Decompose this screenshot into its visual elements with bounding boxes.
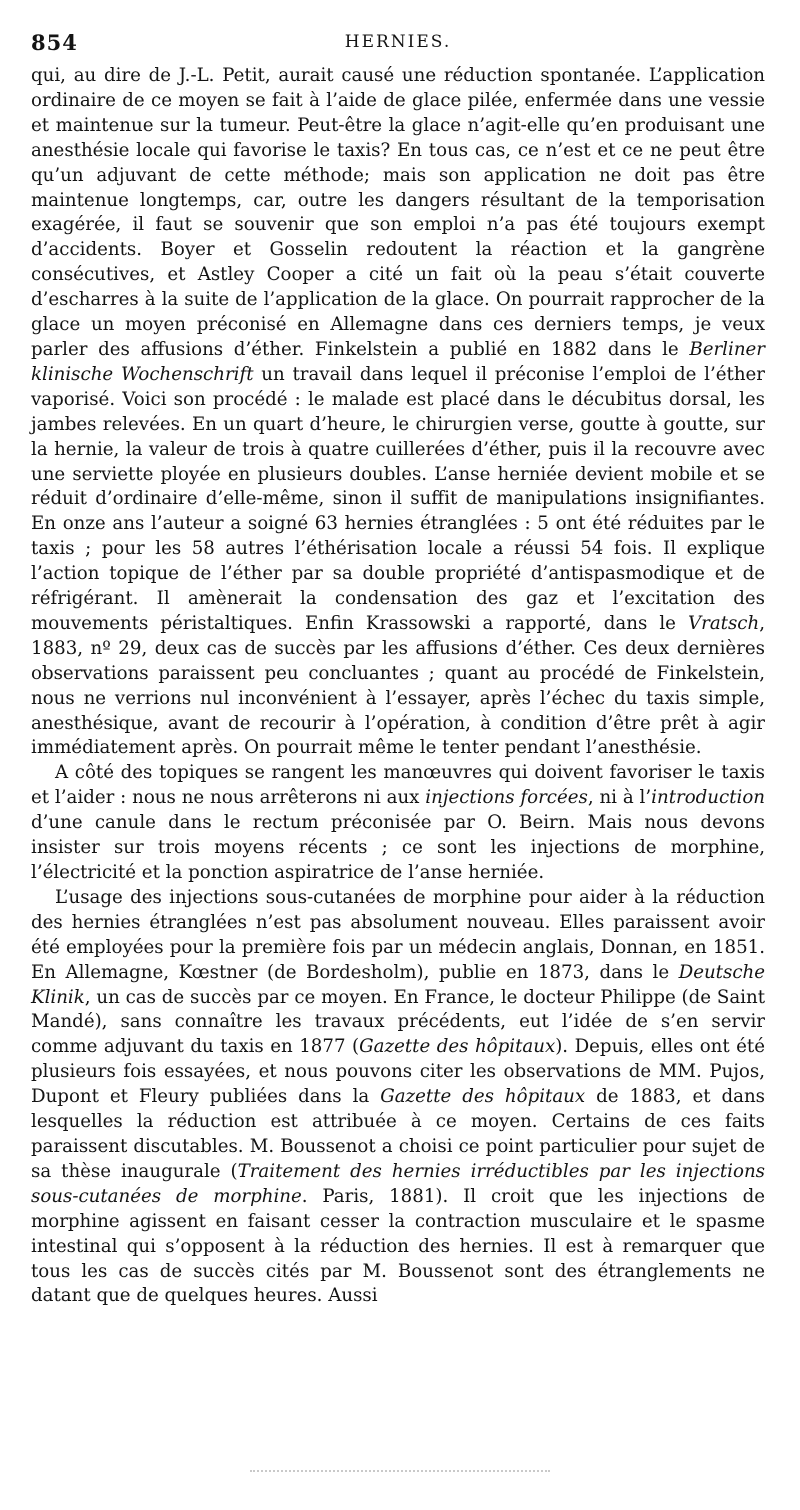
page-number: 854 (31, 30, 78, 55)
text-run: L’usage des injections sous-cutanées de morphine pour aider à la réduction des hernies étranglées n’est pas absolument nouveau. Elles paraissent avoir été employées pour la première fois par un médecin anglais, Donnan, en 1851. En Allemagne, Kœstner (de Bordesholm), publie en 1873, dans le (31, 886, 765, 983)
body-text (31, 64, 765, 1309)
paragraph (31, 64, 765, 761)
text-run: d’une canule dans le rectum préconisée par O. Beirn. Mais nous devons insister sur trois moyens récents ; ce sont les injections de morphine, l’électricité et la ponction aspiratrice de l’anse herniée. (31, 812, 765, 883)
text-run: , 1883, nº 29, deux cas de succès par les affusions d’éther. Ces deux dernières observations paraissent peu concluantes ; quant au procédé de Finkelstein, nous ne verrions nul inconvénient à l’essayer, après l’échec du taxis simple, anesthésique, avant de recourir à l’opération, à condition d’être prêt à agir immédiatement après. On pourrait même le tenter pendant l’anesthésie. (31, 612, 765, 759)
text-run: un travail dans lequel il préconise l’emploi de l’éther vaporisé. Voici son procédé : le malade est placé dans le décubitus dorsal, les jambes relevées. En un quart d’heure, le chirurgien verse, goutte à goutte, sur la hernie, la valeur de trois à quatre cuillerées d’éther, puis il la recouvre avec une serviette ployée en plusieurs doubles. L’anse herniée devient mobile et se réduit d’ordinaire d’elle-même, sinon il suffit de manipulations insignifiantes. En onze ans l’auteur a soigné 63 hernies étranglées : 5 ont été réduites par le taxis ; pour les 58 autres l’éthérisation locale a réussi 54 fois. Il explique l’action topique de l’éther par sa double propriété d’antispasmodique et de réfrigérant. Il amènerait la condensation des gaz et l’excitation des mouvements péristaltiques. Enfin Krassowski a rapporté, dans le (31, 363, 765, 634)
text-run: . Paris, 1881). Il croit que les injections de morphine agissent en faisant cesser la contraction musculaire et le spasme intestinal qui s’opposent à la réduction des hernies. Il est à remarquer que tous les cas de succès cités par M. Boussenot sont des étranglements ne datant que de quelques heures. Aussi (31, 1185, 765, 1307)
italic-text-run: introduction (651, 787, 765, 809)
italic-text-run: Deutsche Klinik (31, 961, 765, 1008)
italic-text-run: Vratsch (687, 612, 760, 634)
page-header (31, 30, 765, 64)
italic-text-run: Gazette des hôpitaux (380, 1086, 586, 1108)
text-run: , un cas de succès par ce moyen. En France, le docteur Philippe (de Saint Mandé), sans connaître les travaux précédents, eut l’idée de s’en servir comme adjuvant du taxis en 1877 ( (31, 986, 765, 1058)
paragraph (31, 886, 765, 1309)
italic-text-run: Traitement des hernies irréductibles par les injections sous-cutanées de morphine (31, 1160, 765, 1207)
italic-text-run: injections forcées (425, 787, 588, 809)
text-run: qui, au dire de J.-L. Petit, aurait causé une réduction spontanée. L’application ordinaire de ce moyen se fait à l’aide de glace pilée, enfermée dans une vessie et maintenue sur la tumeur. Peut-être la glace n’agit-elle qu’en produisant une anesthésie locale qui favorise le taxis? En tous cas, ce n’est et ce ne peut être qu’un adjuvant de cette méthode; mais son application ne doit pas être maintenue longtemps, car, outre les dangers résultant de la temporisation exagérée, il faut se souvenir que son emploi n’a pas été toujours exempt d’accidents. Boyer et Gosselin redoutent la réaction et la gangrène consécutives, et Astley Cooper a cité un fait où la peau s’était couverte d’escharres à la suite de l’application de la glace. On pourrait rapprocher de la glace un moyen préconisé en Allemagne dans ces derniers temps, je veux parler des affusions d’éther. Finkelstein a publié en 1882 dans le (31, 65, 765, 360)
text-run: ). Depuis, elles ont été plusieurs fois essayées, et nous pouvons citer les observations de MM. Pujos, Dupont et Fleury publiées dans la (31, 1036, 765, 1108)
running-title: HERNIES. (344, 32, 452, 52)
text-run: A côté des topiques se rangent les manœuvres qui doivent favoriser le taxis et l’aider : nous ne nous arrêterons ni aux (31, 762, 765, 809)
footer-rule (250, 1470, 550, 1472)
text-run: de 1883, et dans lesquelles la réduction est attribuée à ce moyen. Certains de ces faits paraissent discutables. M. Boussenot a choisi ce point particulier pour sujet de sa thèse inaugurale ( (31, 1086, 765, 1182)
italic-text-run: Berliner klinische Wochenschrift (31, 338, 765, 385)
italic-text-run: Gazette des hôpitaux (359, 1036, 556, 1058)
paragraph (31, 761, 765, 886)
text-run: , ni à l’ (587, 787, 652, 809)
book-page (31, 30, 765, 1309)
